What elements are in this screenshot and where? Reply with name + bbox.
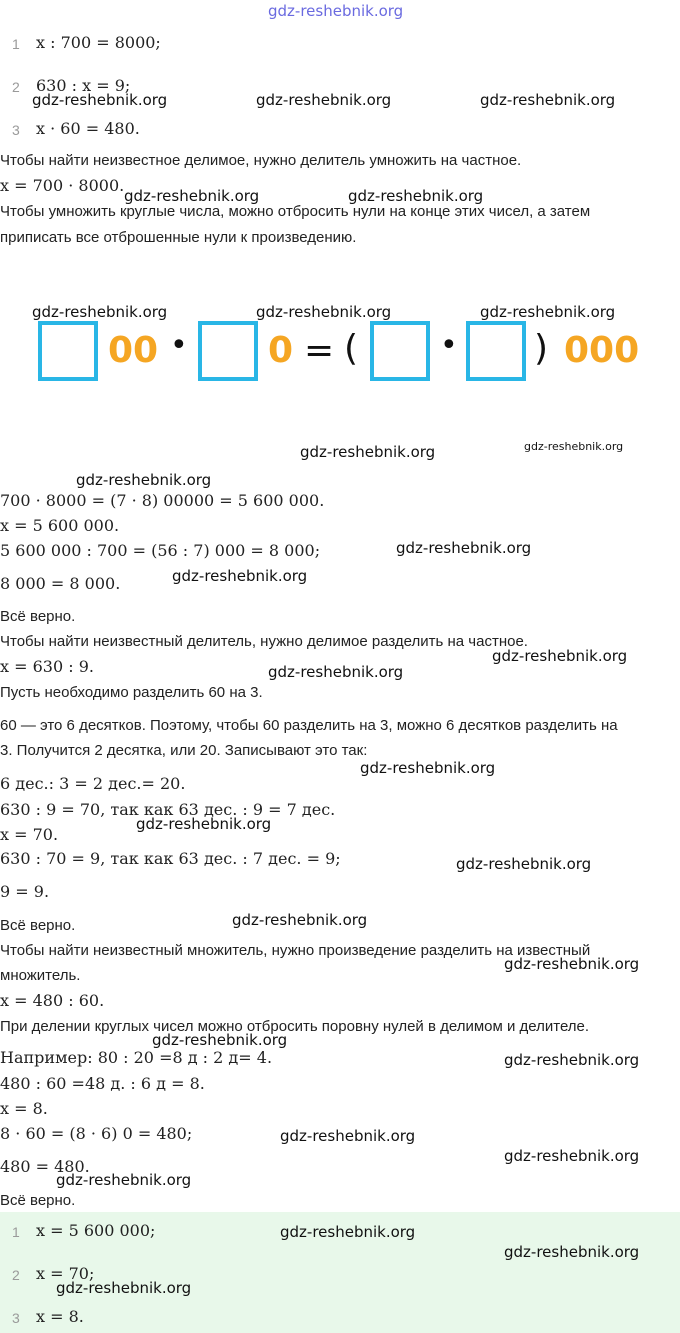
multiply-dot: • bbox=[170, 328, 188, 363]
math-line: 9 = 9. bbox=[0, 882, 50, 901]
math-line: 480 = 480. bbox=[0, 1157, 90, 1176]
text-line: множитель. bbox=[0, 967, 81, 984]
watermark: gdz-reshebnik.org bbox=[280, 1127, 416, 1145]
watermark: gdz-reshebnik.org bbox=[256, 91, 392, 109]
text-line: приписать все отброшенные нули к произведению. bbox=[0, 229, 357, 246]
math-line: Например: 80 : 20 =8 д : 2 д= 4. bbox=[0, 1048, 273, 1067]
watermark: gdz-reshebnik.org bbox=[280, 1223, 416, 1241]
empty-box bbox=[38, 321, 98, 381]
problem-number: 2 bbox=[12, 79, 20, 95]
text-line: Чтобы найти неизвестный делитель, нужно делимое разделить на частное. bbox=[0, 633, 528, 650]
text-line: При делении круглых чисел можно отбросить поровну нулей в делимом и делителе. bbox=[0, 1018, 590, 1035]
equals-sign: = bbox=[304, 330, 335, 371]
watermark: gdz-reshebnik.org bbox=[32, 303, 168, 321]
problem-number: 1 bbox=[12, 36, 20, 52]
right-parenthesis: ) bbox=[534, 328, 549, 369]
math-line: x = 480 : 60. bbox=[0, 991, 105, 1010]
math-line: x = 630 : 9. bbox=[0, 657, 94, 676]
math-line: 6 дес.: 3 = 2 дес.= 20. bbox=[0, 774, 186, 793]
watermark: gdz-reshebnik.org bbox=[172, 567, 308, 585]
problem-expression: x : 700 = 8000; bbox=[36, 33, 161, 52]
math-line: 630 : 70 = 9, так как 63 дес. : 7 дес. = 9; bbox=[0, 849, 341, 868]
watermark: gdz-reshebnik.org bbox=[124, 187, 260, 205]
math-line: 480 : 60 =48 д. : 6 д = 8. bbox=[0, 1074, 205, 1093]
text-line: Чтобы умножить круглые числа, можно отбросить нули на конце этих чисел, а затем bbox=[0, 203, 591, 220]
watermark: gdz-reshebnik.org bbox=[480, 303, 616, 321]
zeros-label: 00 bbox=[108, 330, 159, 371]
answer-number: 1 bbox=[12, 1224, 20, 1240]
empty-box bbox=[466, 321, 526, 381]
watermark: gdz-reshebnik.org bbox=[32, 91, 168, 109]
watermark: gdz-reshebnik.org bbox=[504, 955, 640, 973]
problem-expression: x · 60 = 480. bbox=[36, 119, 140, 138]
math-line: 8 · 60 = (8 · 6) 0 = 480; bbox=[0, 1124, 193, 1143]
watermark: gdz-reshebnik.org bbox=[56, 1279, 192, 1297]
answer-expression: x = 70; bbox=[36, 1264, 95, 1283]
math-line: 8 000 = 8 000. bbox=[0, 574, 121, 593]
watermark: gdz-reshebnik.org bbox=[56, 1171, 192, 1189]
math-line: x = 70. bbox=[0, 825, 59, 844]
answer-number: 3 bbox=[12, 1310, 20, 1326]
watermark: gdz-reshebnik.org bbox=[492, 647, 628, 665]
text-line: Пусть необходимо разделить 60 на 3. bbox=[0, 684, 263, 701]
text-line: Чтобы найти неизвестный множитель, нужно произведение разделить на известный bbox=[0, 942, 591, 959]
watermark: gdz-reshebnik.org bbox=[256, 303, 392, 321]
answer-expression: x = 8. bbox=[36, 1307, 84, 1326]
math-line: 5 600 000 : 700 = (56 : 7) 000 = 8 000; bbox=[0, 541, 321, 560]
watermark: gdz-reshebnik.org bbox=[504, 1147, 640, 1165]
empty-box bbox=[370, 321, 430, 381]
watermark: gdz-reshebnik.org bbox=[524, 440, 624, 453]
watermark: gdz-reshebnik.org bbox=[360, 759, 496, 777]
watermark: gdz-reshebnik.org bbox=[268, 663, 404, 681]
watermark: gdz-reshebnik.org bbox=[232, 911, 368, 929]
empty-box bbox=[198, 321, 258, 381]
answer-expression: x = 5 600 000; bbox=[36, 1221, 156, 1240]
text-line: Всё верно. bbox=[0, 917, 76, 934]
zeros-label: 000 bbox=[564, 330, 640, 371]
left-parenthesis: ( bbox=[344, 328, 359, 369]
watermark: gdz-reshebnik.org bbox=[136, 815, 272, 833]
text-line: Всё верно. bbox=[0, 608, 76, 625]
watermark: gdz-reshebnik.org bbox=[456, 855, 592, 873]
watermark: gdz-reshebnik.org bbox=[76, 471, 212, 489]
watermark: gdz-reshebnik.org bbox=[396, 539, 532, 557]
watermark: gdz-reshebnik.org bbox=[504, 1051, 640, 1069]
header-watermark[interactable]: gdz-reshebnik.org bbox=[268, 2, 404, 20]
text-line: 60 — это 6 десятков. Поэтому, чтобы 60 разделить на 3, можно 6 десятков разделить на bbox=[0, 717, 618, 734]
problem-number: 3 bbox=[12, 122, 20, 138]
math-line: x = 8. bbox=[0, 1099, 48, 1118]
multiply-dot: • bbox=[440, 328, 458, 363]
zeros-label: 0 bbox=[268, 330, 294, 371]
watermark: gdz-reshebnik.org bbox=[348, 187, 484, 205]
math-line: x = 5 600 000. bbox=[0, 516, 120, 535]
watermark: gdz-reshebnik.org bbox=[300, 443, 436, 461]
problem-expression: 630 : x = 9; bbox=[36, 76, 131, 95]
math-line: 630 : 9 = 70, так как 63 дес. : 9 = 7 дес. bbox=[0, 800, 336, 819]
watermark: gdz-reshebnik.org bbox=[480, 91, 616, 109]
text-line: 3. Получится 2 десятка, или 20. Записывают это так: bbox=[0, 742, 368, 759]
answer-number: 2 bbox=[12, 1267, 20, 1283]
math-line: x = 700 · 8000. bbox=[0, 176, 125, 195]
watermark: gdz-reshebnik.org bbox=[152, 1031, 288, 1049]
math-line: 700 · 8000 = (7 · 8) 00000 = 5 600 000. bbox=[0, 491, 325, 510]
text-line: Всё верно. bbox=[0, 1192, 76, 1209]
watermark: gdz-reshebnik.org bbox=[504, 1243, 640, 1261]
text-line: Чтобы найти неизвестное делимое, нужно делитель умножить на частное. bbox=[0, 152, 522, 169]
